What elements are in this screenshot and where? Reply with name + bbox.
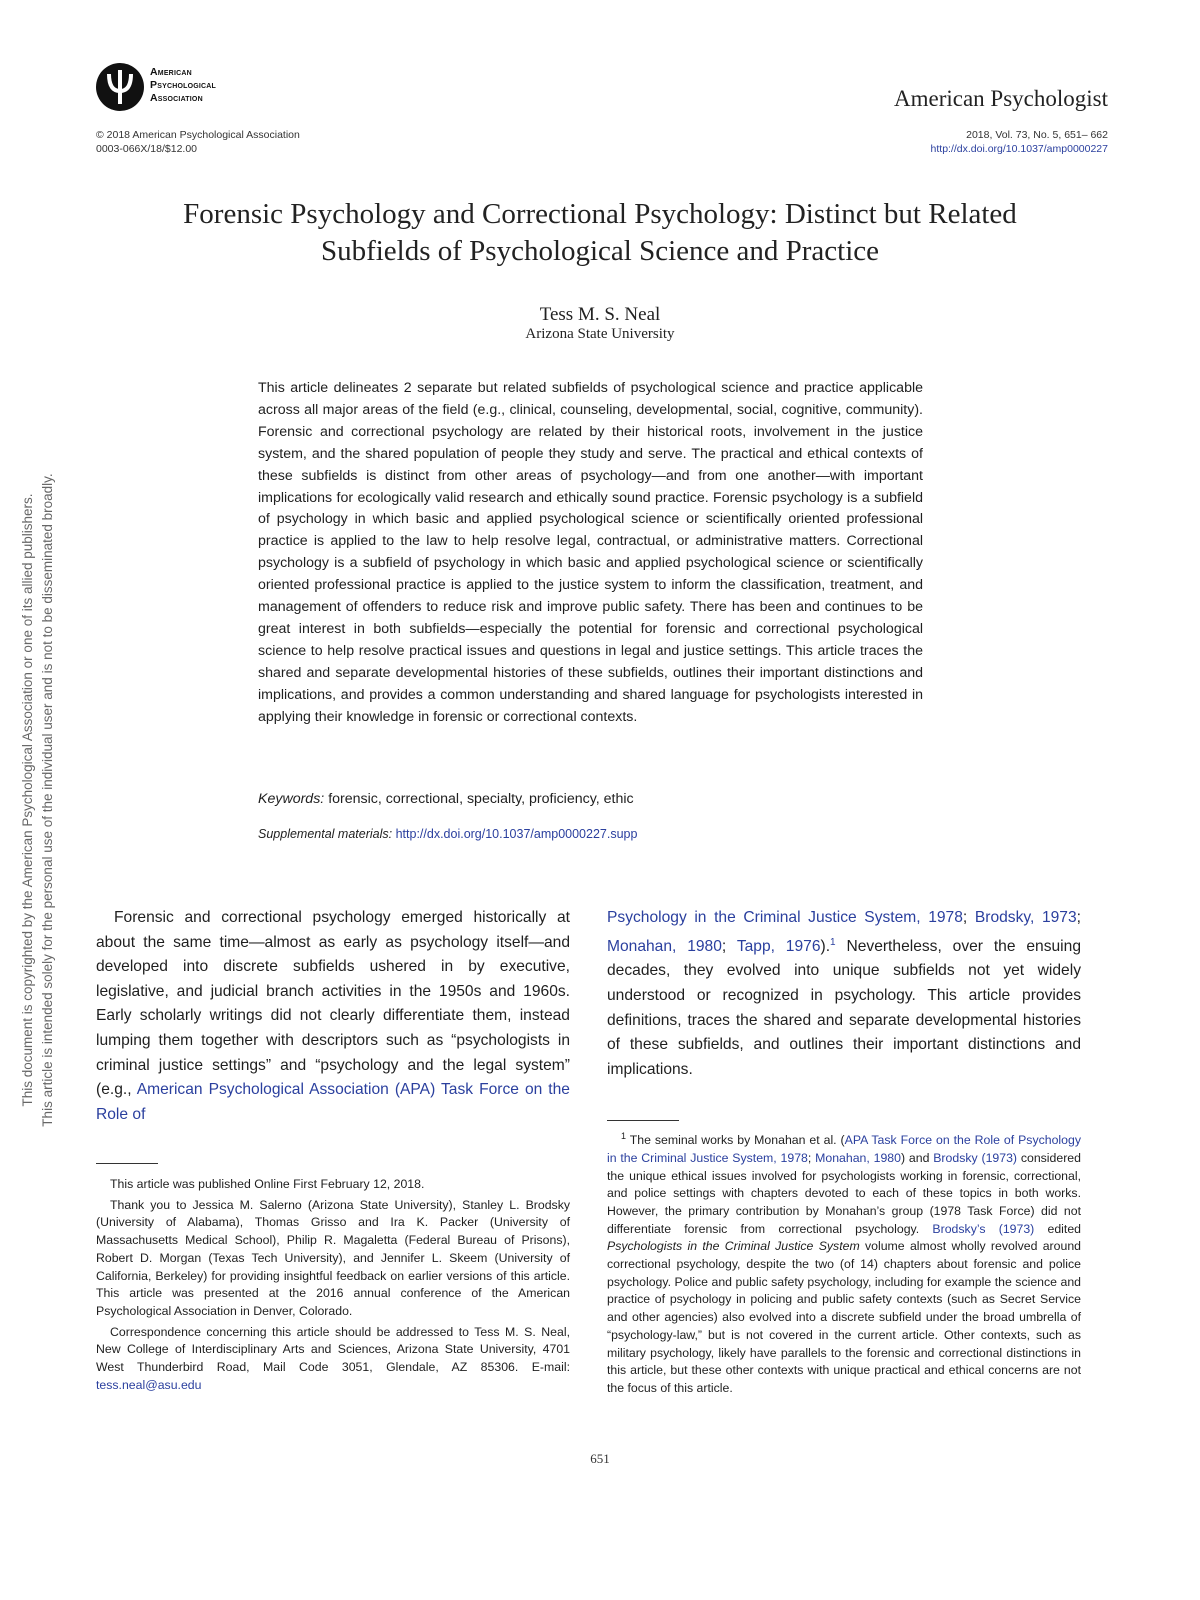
keywords bbox=[258, 791, 923, 807]
footnote-marker-link[interactable]: 1 bbox=[830, 936, 836, 948]
citation-link-monahan[interactable]: Monahan, 1980 bbox=[607, 937, 722, 955]
citation-block bbox=[931, 128, 1108, 156]
citation-text: 2018, Vol. 73, No. 5, 651– 662 bbox=[966, 129, 1108, 141]
body-paragraph: Forensic and correctional psychology emerged historically at about the same time—almost as early as psychology itself—and developed into discrete subfields ushered in by executive, legislative, and judicial branch activities in the 1950s and 1960s. Early scholarly writings did not clearly differentiate them, instead lumping them together with descriptors such as “psychologists in criminal justice settings” and “psychology and the legal system” (e.g., bbox=[96, 909, 570, 1099]
citation-separator: ; bbox=[721, 937, 737, 955]
footnote-link-apa-task-force[interactable]: APA Task Force on the Role of Psychology in the Criminal Justice System, 1978 bbox=[607, 1133, 1081, 1165]
footnote-text: ; bbox=[807, 1150, 816, 1165]
side-copyright-notice bbox=[18, 473, 58, 1126]
citation-link-apa-1978[interactable]: Psychology in the Criminal Justice System, 1978 bbox=[607, 909, 963, 926]
footnote bbox=[607, 1128, 1081, 1398]
body-left-column bbox=[96, 906, 570, 1127]
footnote-link-brodsky[interactable]: Brodsky (1973) bbox=[933, 1150, 1018, 1165]
footnote-text: volume almost wholly revolved around correctional psychology, despite the two (of 14) chapters about forensic and police psychology. Police and public safety psychology, including for example the science and practice of psychology in policing and public safety contexts (such as Secret Service and other agencies) also evolved into a discrete subfield under the broad umbrella of “psychology-law,” but is not covered in the current article. Other contexts, such as military psychology, likely have parallels to the forensic and correctional distinctions in this article, but these other contexts with unique practical and ethical concerns are not the focus of this article. bbox=[607, 1239, 1081, 1395]
correspondence-text: Correspondence concerning this article should be addressed to Tess M. S. Neal, New College of Interdisciplinary Arts and Sciences, Arizona State University, 4701 West Thunderbird Road, Mail Code 3051, Glendale, AZ 85306. E-mail: bbox=[96, 1324, 570, 1375]
side-notice-line: This document is copyrighted by the American Psychological Association or one of its allied publishers. bbox=[20, 493, 35, 1107]
keywords-list: forensic, correctional, specialty, proficiency, ethic bbox=[328, 791, 634, 807]
supplemental-materials bbox=[258, 827, 923, 841]
author-note-correspondence bbox=[96, 1324, 570, 1395]
footnote-text: ) and bbox=[900, 1150, 934, 1165]
supplemental-label: Supplemental materials: bbox=[258, 827, 393, 841]
citation-link-apa-task-force[interactable]: American Psychological Association (APA) Task Force on the Role of bbox=[96, 1081, 570, 1123]
article-title bbox=[100, 196, 1100, 270]
author-affiliation: Arizona State University bbox=[525, 326, 675, 342]
publisher-name-line: Association bbox=[150, 92, 203, 104]
footnote-text: edited bbox=[1034, 1221, 1082, 1236]
footnote-link-brodsky-edited[interactable]: Brodsky’s (1973) bbox=[932, 1221, 1035, 1236]
footnote-link-monahan[interactable]: Monahan, 1980 bbox=[815, 1150, 901, 1165]
journal-name: American Psychologist bbox=[894, 86, 1108, 111]
publisher-name bbox=[150, 66, 216, 105]
article-title-line: Subfields of Psychological Science and Practice bbox=[320, 235, 880, 267]
issn-text: 0003-066X/18/$12.00 bbox=[96, 143, 198, 155]
footnote-text: The seminal works by Monahan et al. ( bbox=[626, 1133, 845, 1148]
footnote-marker: 1 bbox=[621, 1131, 627, 1141]
body-right-column bbox=[607, 906, 1081, 1082]
citation-link-brodsky[interactable]: Brodsky, 1973 bbox=[974, 909, 1077, 926]
footnote-text: considered the unique ethical issues involved for psychologists working in forensic, correctional, and police settings with chapters devoted to each of these topics in both works. However, the primary contribution by Monahan’s group (1978 Task Force) did not differentiate forensic from correctional psychology. bbox=[607, 1150, 1081, 1236]
citation-link-tapp[interactable]: Tapp, 1976 bbox=[736, 937, 821, 955]
publisher-name-line: American bbox=[150, 66, 192, 78]
page-number: 651 bbox=[590, 1451, 610, 1466]
citation-separator: ; bbox=[962, 909, 975, 926]
footnote-book-title: Psychologists in the Criminal Justice System bbox=[607, 1239, 860, 1254]
author-notes bbox=[96, 1176, 570, 1397]
citation-separator: ; bbox=[1076, 909, 1082, 926]
supplemental-link[interactable]: http://dx.doi.org/10.1037/amp0000227.supp bbox=[395, 827, 638, 841]
author-name: Tess M. S. Neal bbox=[539, 304, 661, 325]
author-notes-divider bbox=[96, 1163, 158, 1164]
keywords-label: Keywords: bbox=[258, 791, 325, 807]
abstract: This article delineates 2 separate but related subfields of psychological science and practice applicable across all major areas of the field (e.g., clinical, counseling, developmental, social, cognitive, community). Forensic and correctional psychology are related by their historical roots, involvement in the justice system, and the shared population of people they study and serve. The practical and ethical contexts of these subfields is distinct from other areas of psychology—and from one another—with important implications for ecologically valid research and ethically sound practice. Forensic psychology is a subfield of psychology in which basic and applied psychological science or scientifically oriented professional practice is applied to the law to help resolve legal, contractual, or administrative matters. Correctional psychology is a subfield of psychology in which basic and applied psychological science or scientifically oriented professional practice is applied to the justice system to inform the classification, treatment, and management of offenders to reduce risk and improve public safety. There has been and continues to be great interest in both subfields—especially the potential for forensic and correctional psychological science to help resolve practical issues and questions in legal and justice settings. This article traces the shared and separate developmental histories of these subfields, outlines their important distinctions and implications, and provides a common understanding and shared language for psychologists interested in applying their knowledge in forensic or correctional contexts. bbox=[258, 380, 923, 725]
copyright-block bbox=[96, 128, 300, 156]
author-note-online-first: This article was published Online First February 12, 2018. bbox=[110, 1177, 425, 1191]
publisher-name-line: Psychological bbox=[150, 79, 216, 91]
article-title-line: Forensic Psychology and Correctional Psychology: Distinct but Related bbox=[183, 198, 1017, 230]
copyright-text: © 2018 American Psychological Association bbox=[96, 129, 300, 141]
email-link[interactable]: tess.neal@asu.edu bbox=[96, 1377, 202, 1392]
author-note-thanks: Thank you to Jessica M. Salerno (Arizona State University), Stanley L. Brodsky (University of Alabama), Thomas Grisso and Ira K. Packer (University of Massachusetts Medical School), Philip R. Magaletta (Federal Bureau of Prisons), Robert D. Morgan (Texas Tech University), and Jennifer L. Skeem (University of California, Berkeley) for providing insightful feedback on earlier versions of this article. This article was presented at the 2016 annual conference of the American Psychological Association in Denver, Colorado. bbox=[96, 1197, 570, 1318]
body-paragraph: Nevertheless, over the ensuing decades, they evolved into unique subfields not yet widely understood or recognized in psychology. This article provides definitions, traces the shared and separate developmental histories of these subfields, and outlines their important distinctions and implications. bbox=[607, 937, 1081, 1078]
citation-close: ). bbox=[820, 937, 831, 955]
side-notice-line: This article is intended solely for the personal use of the individual user and is not to be disseminated broadly. bbox=[40, 473, 55, 1127]
footnote-divider bbox=[607, 1120, 679, 1121]
doi-link[interactable]: http://dx.doi.org/10.1037/amp0000227 bbox=[930, 143, 1108, 155]
